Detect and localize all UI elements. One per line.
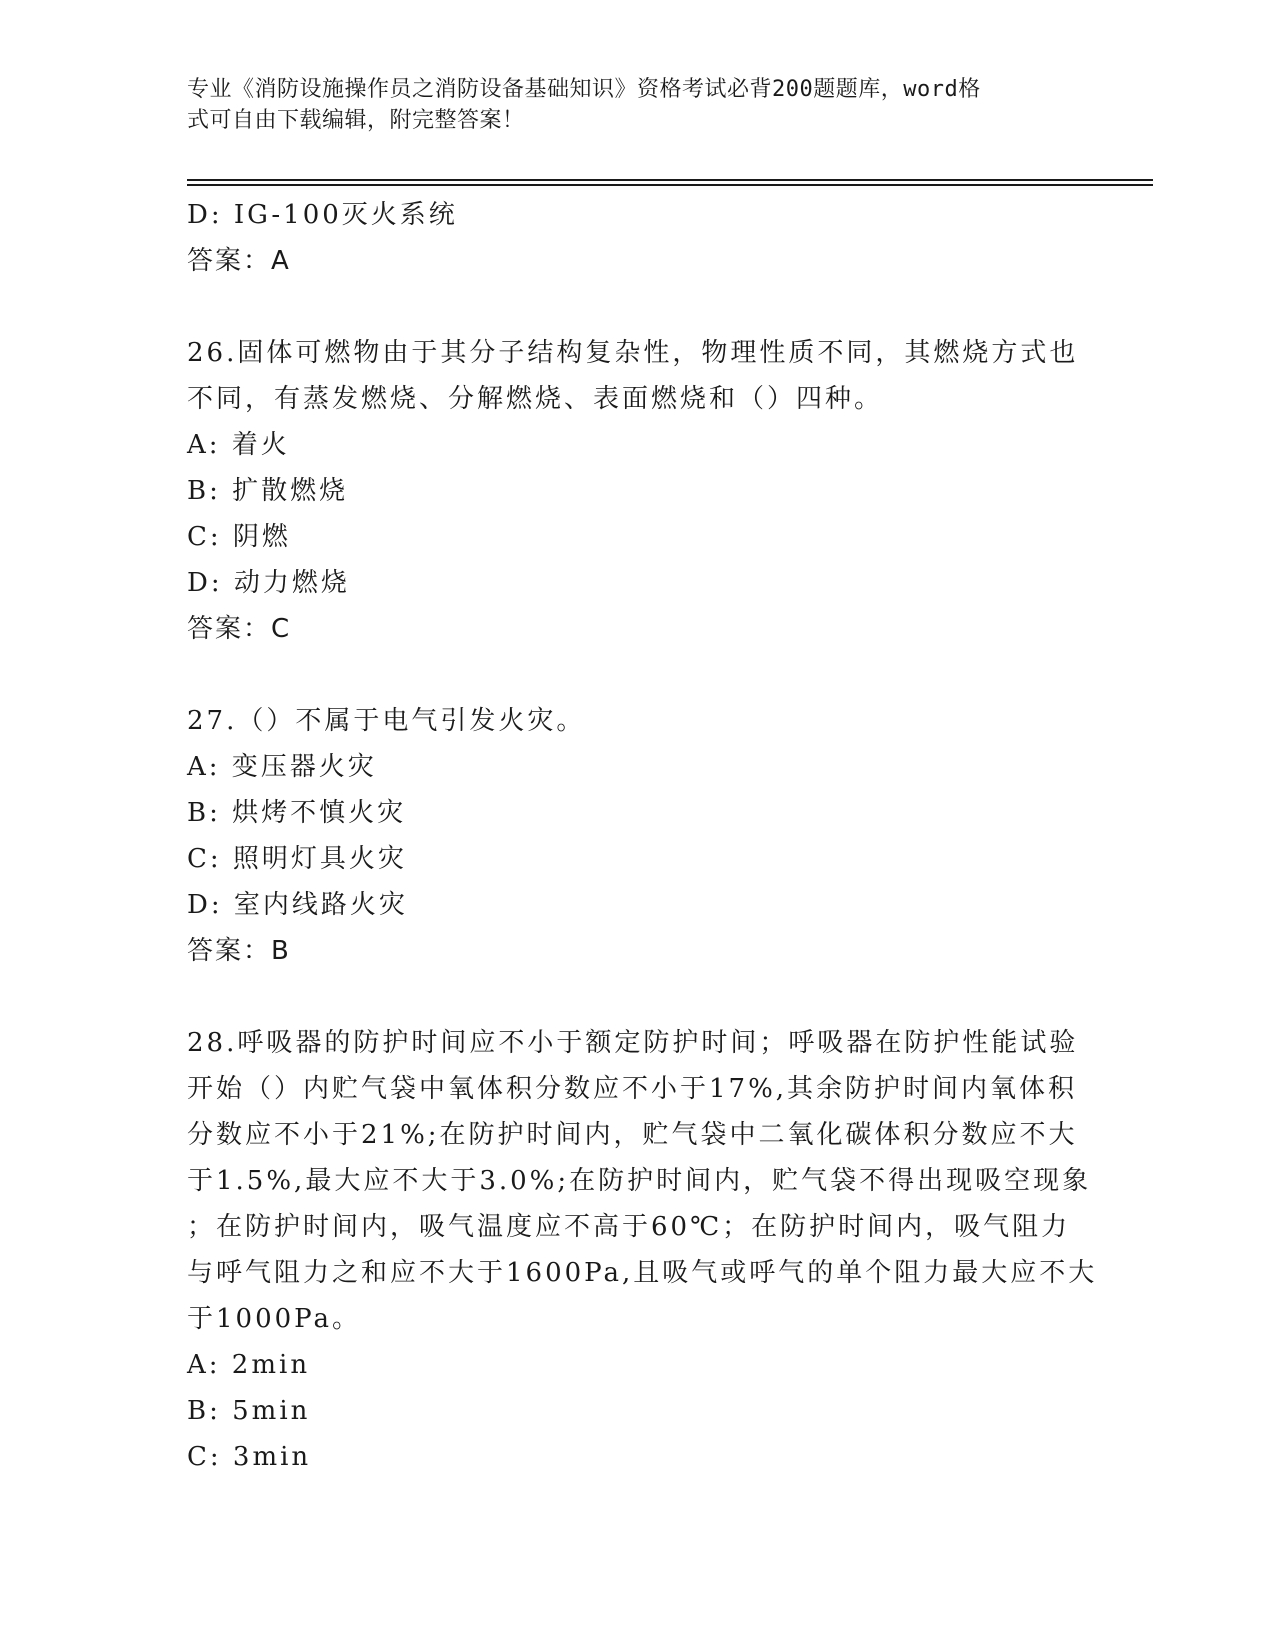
question-28 (187, 1020, 1098, 1480)
option-a: A: 着火 (187, 430, 290, 460)
option-c: C: 阴燃 (187, 522, 291, 552)
option-c: C: 3min (187, 1442, 312, 1472)
document-header (187, 74, 1067, 136)
question-stem-line: 27.（）不属于电气引发火灾。 (187, 706, 586, 736)
answer-label: 答案：A (187, 246, 291, 276)
answer-label: 答案：C (187, 614, 292, 644)
option-b: B: 扩散燃烧 (187, 476, 349, 506)
option-b: B: 5min (187, 1396, 311, 1426)
question-25-tail (187, 192, 1087, 284)
header-divider-top (187, 179, 1153, 181)
header-divider-bottom (187, 184, 1153, 186)
option-d: D: IG-100灭火系统 (187, 200, 458, 230)
spacer (187, 284, 1087, 330)
question-stem-line: 于1000Pa。 (187, 1304, 361, 1334)
option-b: B: 烘烤不慎火灾 (187, 798, 407, 828)
question-stem-line: 分数应不小于21%;在防护时间内，贮气袋中二氧化碳体积分数应不大 (187, 1120, 1078, 1150)
header-line-2: 式可自由下载编辑，附完整答案！ (187, 108, 525, 133)
option-d: D: 室内线路火灾 (187, 890, 408, 920)
question-stem-line: 于1.5%,最大应不大于3.0%;在防护时间内，贮气袋不得出现吸空现象 (187, 1166, 1092, 1196)
answer-label: 答案：B (187, 936, 291, 966)
question-stem-line: 开始（）内贮气袋中氧体积分数应不小于17%,其余防护时间内氧体积 (187, 1074, 1078, 1104)
question-26 (187, 330, 1087, 652)
option-c: C: 照明灯具火灾 (187, 844, 407, 874)
option-a: A: 变压器火灾 (187, 752, 377, 782)
option-a: A: 2min (187, 1350, 311, 1380)
spacer (187, 974, 1087, 1020)
question-list (187, 192, 1098, 1480)
question-stem-line: 28.呼吸器的防护时间应不小于额定防护时间；呼吸器在防护性能试验 (187, 1028, 1079, 1058)
question-stem-line: 与呼气阻力之和应不大于1600Pa,且吸气或呼气的单个阻力最大应不大 (187, 1258, 1098, 1288)
question-27 (187, 698, 1087, 974)
spacer (187, 652, 1087, 698)
question-stem-line: 不同，有蒸发燃烧、分解燃烧、表面燃烧和（）四种。 (187, 384, 884, 414)
question-stem-line: ；在防护时间内，吸气温度应不高于60℃；在防护时间内，吸气阻力 (187, 1212, 1071, 1242)
header-line-1: 专业《消防设施操作员之消防设备基础知识》资格考试必背200题题库，word格 (187, 77, 981, 102)
option-d: D: 动力燃烧 (187, 568, 350, 598)
question-stem-line: 26.固体可燃物由于其分子结构复杂性，物理性质不同，其燃烧方式也 (187, 338, 1079, 368)
